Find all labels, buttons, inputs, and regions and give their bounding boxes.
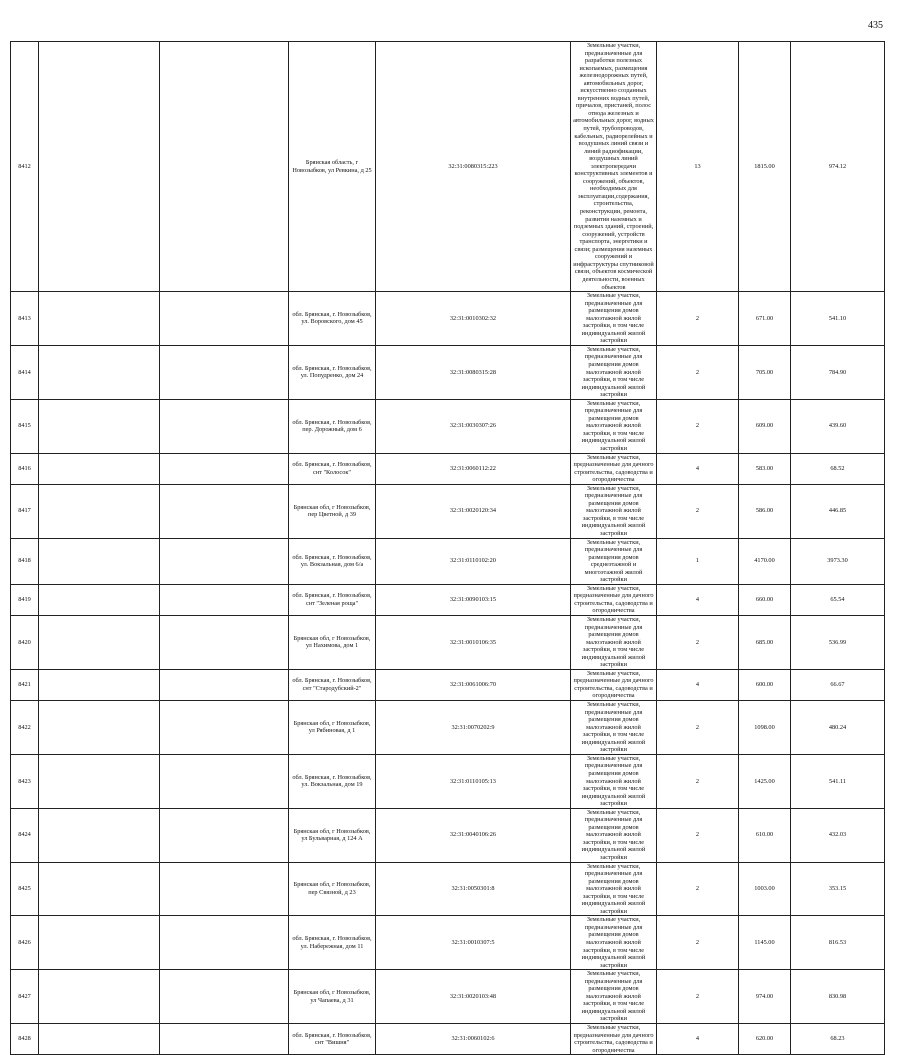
table-row bbox=[11, 862, 885, 916]
land-use-cell: Земельные участки, предназначенные для размещения домов малоэтажной жилой застройки, в том числе индивидуальной жилой застройки bbox=[571, 616, 657, 670]
land-use-cell: Земельные участки, предназначенные для размещения домов малоэтажной жилой застройки, в том числе индивидуальной жилой застройки bbox=[571, 916, 657, 970]
area-cell: 600.00 bbox=[739, 669, 791, 700]
rate-cell: 541.10 bbox=[791, 292, 885, 346]
address-cell: обл. Брянская, г. Новозыбков, ул. Попудренко, дом 24 bbox=[289, 345, 376, 399]
blank-cell bbox=[39, 538, 160, 584]
area-cell: 660.00 bbox=[739, 584, 791, 615]
land-use-cell: Земельные участки, предназначенные для размещения домов малоэтажной жилой застройки, в том числе индивидуальной жилой застройки bbox=[571, 754, 657, 808]
area-cell: 671.00 bbox=[739, 292, 791, 346]
table-row bbox=[11, 916, 885, 970]
blank-cell bbox=[39, 754, 160, 808]
blank-cell bbox=[160, 345, 289, 399]
row-id-cell: 8424 bbox=[11, 808, 39, 862]
blank-cell bbox=[39, 808, 160, 862]
land-use-cell: Земельные участки, предназначенные для размещения домов малоэтажной жилой застройки, в том числе индивидуальной жилой застройки bbox=[571, 970, 657, 1024]
blank-cell bbox=[160, 616, 289, 670]
row-id-cell: 8420 bbox=[11, 616, 39, 670]
land-use-cell: Земельные участки, предназначенные для разработки полезных ископаемых, размещения железнодорожных путей, автомобильных дорог, искусственно созданных внутренних водных путей, причалов, пристаней, полос отвода железных и автомобильных дорог, водных путей, трубопроводов, кабельных, радиорелейных и воздушных линий связи и линий радиофикации, воздушных линий электропередачи конструктивных элементов и сооружений, объектов, необходимых для эксплуатации,содержания, строительства, реконструкции, ремонта, развития наземных и подземных зданий, строений, сооружений, устройств транспорта, энергетики и связи; размещения наземных сооружений и инфраструктуры спутниковой связи, объектов космической деятельности, военных объектов bbox=[571, 42, 657, 292]
area-cell: 610.00 bbox=[739, 808, 791, 862]
row-id-cell: 8425 bbox=[11, 862, 39, 916]
land-use-cell: Земельные участки, предназначенные для размещения домов малоэтажной жилой застройки, в том числе индивидуальной жилой застройки bbox=[571, 484, 657, 538]
table-row bbox=[11, 399, 885, 453]
row-id-cell: 8419 bbox=[11, 584, 39, 615]
rate-cell: 480.24 bbox=[791, 701, 885, 755]
group-cell: 2 bbox=[657, 701, 739, 755]
blank-cell bbox=[39, 916, 160, 970]
blank-cell bbox=[160, 453, 289, 484]
address-cell: Брянская обл, г Новозыбков, ул Рябиновая, д 1 bbox=[289, 701, 376, 755]
cadastral-number-cell: 32:31:0030307:26 bbox=[376, 399, 571, 453]
blank-cell bbox=[39, 453, 160, 484]
address-cell: обл. Брянская, г. Новозыбков, снт "Вишня" bbox=[289, 1024, 376, 1055]
blank-cell bbox=[160, 970, 289, 1024]
table-row bbox=[11, 616, 885, 670]
address-cell: обл. Брянская, г. Новозыбков, снт "Колосок" bbox=[289, 453, 376, 484]
blank-cell bbox=[39, 42, 160, 292]
cadastral-registry-table bbox=[10, 41, 885, 1055]
group-cell: 2 bbox=[657, 292, 739, 346]
rate-cell: 432.03 bbox=[791, 808, 885, 862]
address-cell: обл. Брянская, г. Новозыбков, пер. Дорожный, дом 6 bbox=[289, 399, 376, 453]
land-use-cell: Земельные участки, предназначенные для дачного строительства, садоводства и огородничества bbox=[571, 584, 657, 615]
blank-cell bbox=[39, 345, 160, 399]
blank-cell bbox=[160, 292, 289, 346]
blank-cell bbox=[160, 584, 289, 615]
land-use-cell: Земельные участки, предназначенные для размещения домов малоэтажной жилой застройки, в том числе индивидуальной жилой застройки bbox=[571, 292, 657, 346]
rate-cell: 439.60 bbox=[791, 399, 885, 453]
blank-cell bbox=[39, 584, 160, 615]
table-body bbox=[11, 42, 885, 1055]
blank-cell bbox=[39, 399, 160, 453]
area-cell: 1098.00 bbox=[739, 701, 791, 755]
address-cell: Брянская обл, г Новозыбков, ул Нахимова, дом 1 bbox=[289, 616, 376, 670]
land-use-cell: Земельные участки, предназначенные для размещения домов малоэтажной жилой застройки, в том числе индивидуальной жилой застройки bbox=[571, 808, 657, 862]
blank-cell bbox=[160, 862, 289, 916]
rate-cell: 66.67 bbox=[791, 669, 885, 700]
table-row bbox=[11, 292, 885, 346]
cadastral-number-cell: 32:31:0110105:13 bbox=[376, 754, 571, 808]
table-row bbox=[11, 42, 885, 292]
row-id-cell: 8415 bbox=[11, 399, 39, 453]
area-cell: 620.00 bbox=[739, 1024, 791, 1055]
group-cell: 4 bbox=[657, 584, 739, 615]
group-cell: 4 bbox=[657, 453, 739, 484]
table-row bbox=[11, 701, 885, 755]
row-id-cell: 8416 bbox=[11, 453, 39, 484]
cadastral-number-cell: 32:31:0050301:8 bbox=[376, 862, 571, 916]
rate-cell: 536.99 bbox=[791, 616, 885, 670]
area-cell: 586.00 bbox=[739, 484, 791, 538]
land-use-cell: Земельные участки, предназначенные для дачного строительства, садоводства и огородничества bbox=[571, 1024, 657, 1055]
land-use-cell: Земельные участки, предназначенные для дачного строительства, садоводства и огородничества bbox=[571, 669, 657, 700]
area-cell: 1815.00 bbox=[739, 42, 791, 292]
cadastral-number-cell: 32:31:0060102:6 bbox=[376, 1024, 571, 1055]
rate-cell: 68.23 bbox=[791, 1024, 885, 1055]
land-use-cell: Земельные участки, предназначенные для размещения домов малоэтажной жилой застройки, в том числе индивидуальной жилой застройки bbox=[571, 399, 657, 453]
blank-cell bbox=[160, 399, 289, 453]
blank-cell bbox=[160, 669, 289, 700]
blank-cell bbox=[160, 42, 289, 292]
blank-cell bbox=[160, 1024, 289, 1055]
row-id-cell: 8418 bbox=[11, 538, 39, 584]
blank-cell bbox=[39, 669, 160, 700]
address-cell: обл. Брянская, г. Новозыбков, снт "Зеленая роща" bbox=[289, 584, 376, 615]
rate-cell: 541.11 bbox=[791, 754, 885, 808]
group-cell: 2 bbox=[657, 345, 739, 399]
address-cell: обл. Брянская, г. Новозыбков, ул. Вокзальная, дом 6/а bbox=[289, 538, 376, 584]
blank-cell bbox=[160, 701, 289, 755]
rate-cell: 816.53 bbox=[791, 916, 885, 970]
table-row bbox=[11, 1024, 885, 1055]
cadastral-number-cell: 32:31:0061006:70 bbox=[376, 669, 571, 700]
rate-cell: 446.85 bbox=[791, 484, 885, 538]
blank-cell bbox=[39, 970, 160, 1024]
cadastral-number-cell: 32:31:0040106:26 bbox=[376, 808, 571, 862]
row-id-cell: 8417 bbox=[11, 484, 39, 538]
blank-cell bbox=[39, 701, 160, 755]
address-cell: обл. Брянская, г. Новозыбков, ул. Воровского, дом 45 bbox=[289, 292, 376, 346]
land-use-cell: Земельные участки, предназначенные для дачного строительства, садоводства и огородничества bbox=[571, 453, 657, 484]
address-cell: обл. Брянская, г. Новозыбков, ул. Набережная, дом 11 bbox=[289, 916, 376, 970]
cadastral-number-cell: 32:31:0020103:48 bbox=[376, 970, 571, 1024]
rate-cell: 68.52 bbox=[791, 453, 885, 484]
row-id-cell: 8413 bbox=[11, 292, 39, 346]
area-cell: 974.00 bbox=[739, 970, 791, 1024]
page-number: 435 bbox=[868, 20, 883, 31]
row-id-cell: 8427 bbox=[11, 970, 39, 1024]
table-row bbox=[11, 538, 885, 584]
address-cell: Брянская обл, г Новозыбков, ул Чапаева, д 31 bbox=[289, 970, 376, 1024]
table-row bbox=[11, 345, 885, 399]
group-cell: 2 bbox=[657, 970, 739, 1024]
blank-cell bbox=[39, 484, 160, 538]
area-cell: 1425.00 bbox=[739, 754, 791, 808]
cadastral-number-cell: 32:31:0060112:22 bbox=[376, 453, 571, 484]
table-row bbox=[11, 808, 885, 862]
area-cell: 583.00 bbox=[739, 453, 791, 484]
cadastral-number-cell: 32:31:0010307:5 bbox=[376, 916, 571, 970]
blank-cell bbox=[160, 916, 289, 970]
blank-cell bbox=[160, 808, 289, 862]
rate-cell: 65.54 bbox=[791, 584, 885, 615]
area-cell: 685.00 bbox=[739, 616, 791, 670]
cadastral-number-cell: 32:31:0090103:15 bbox=[376, 584, 571, 615]
blank-cell bbox=[39, 292, 160, 346]
group-cell: 4 bbox=[657, 669, 739, 700]
row-id-cell: 8421 bbox=[11, 669, 39, 700]
cadastral-number-cell: 32:31:0080315:223 bbox=[376, 42, 571, 292]
cadastral-number-cell: 32:31:0020120:34 bbox=[376, 484, 571, 538]
group-cell: 1 bbox=[657, 538, 739, 584]
address-cell: Брянская область, г Новозыбков, ул Ревкина, д 25 bbox=[289, 42, 376, 292]
table-row bbox=[11, 584, 885, 615]
table-row bbox=[11, 484, 885, 538]
table-row bbox=[11, 453, 885, 484]
area-cell: 1145.00 bbox=[739, 916, 791, 970]
cadastral-number-cell: 32:31:0110102:20 bbox=[376, 538, 571, 584]
table-row bbox=[11, 669, 885, 700]
address-cell: обл. Брянская, г. Новозыбков, снт "Стародубский-2" bbox=[289, 669, 376, 700]
group-cell: 2 bbox=[657, 916, 739, 970]
group-cell: 2 bbox=[657, 484, 739, 538]
cadastral-number-cell: 32:31:0010106:35 bbox=[376, 616, 571, 670]
group-cell: 2 bbox=[657, 616, 739, 670]
table-row bbox=[11, 970, 885, 1024]
blank-cell bbox=[39, 616, 160, 670]
land-use-cell: Земельные участки, предназначенные для размещения домов малоэтажной жилой застройки, в том числе индивидуальной жилой застройки bbox=[571, 345, 657, 399]
area-cell: 4170.00 bbox=[739, 538, 791, 584]
group-cell: 2 bbox=[657, 862, 739, 916]
rate-cell: 353.15 bbox=[791, 862, 885, 916]
blank-cell bbox=[39, 1024, 160, 1055]
blank-cell bbox=[160, 538, 289, 584]
row-id-cell: 8414 bbox=[11, 345, 39, 399]
cadastral-number-cell: 32:31:0080315:28 bbox=[376, 345, 571, 399]
address-cell: Брянская обл, г Новозыбков, ул Бульварная, д 124 А bbox=[289, 808, 376, 862]
cadastral-number-cell: 32:31:0010302:32 bbox=[376, 292, 571, 346]
row-id-cell: 8412 bbox=[11, 42, 39, 292]
group-cell: 2 bbox=[657, 808, 739, 862]
area-cell: 1003.00 bbox=[739, 862, 791, 916]
group-cell: 2 bbox=[657, 399, 739, 453]
address-cell: обл. Брянская, г. Новозыбков, ул. Вокзальная, дом 19 bbox=[289, 754, 376, 808]
row-id-cell: 8423 bbox=[11, 754, 39, 808]
rate-cell: 784.90 bbox=[791, 345, 885, 399]
group-cell: 4 bbox=[657, 1024, 739, 1055]
rate-cell: 974.12 bbox=[791, 42, 885, 292]
rate-cell: 3973.30 bbox=[791, 538, 885, 584]
row-id-cell: 8422 bbox=[11, 701, 39, 755]
land-use-cell: Земельные участки, предназначенные для размещения домов малоэтажной жилой застройки, в том числе индивидуальной жилой застройки bbox=[571, 701, 657, 755]
rate-cell: 830.98 bbox=[791, 970, 885, 1024]
blank-cell bbox=[39, 862, 160, 916]
address-cell: Брянская обл, г Новозыбков, пер Цветной, д 39 bbox=[289, 484, 376, 538]
row-id-cell: 8428 bbox=[11, 1024, 39, 1055]
land-use-cell: Земельные участки, предназначенные для размещения домов малоэтажной жилой застройки, в том числе индивидуальной жилой застройки bbox=[571, 862, 657, 916]
group-cell: 2 bbox=[657, 754, 739, 808]
table-row bbox=[11, 754, 885, 808]
area-cell: 705.00 bbox=[739, 345, 791, 399]
blank-cell bbox=[160, 754, 289, 808]
land-use-cell: Земельные участки, предназначенные для размещения домов среднеэтажной и многоэтажной жилой застройки bbox=[571, 538, 657, 584]
cadastral-number-cell: 32:31:0070202:9 bbox=[376, 701, 571, 755]
row-id-cell: 8426 bbox=[11, 916, 39, 970]
area-cell: 609.00 bbox=[739, 399, 791, 453]
group-cell: 13 bbox=[657, 42, 739, 292]
address-cell: Брянская обл, г Новозыбков, пер Связной, д 23 bbox=[289, 862, 376, 916]
blank-cell bbox=[160, 484, 289, 538]
